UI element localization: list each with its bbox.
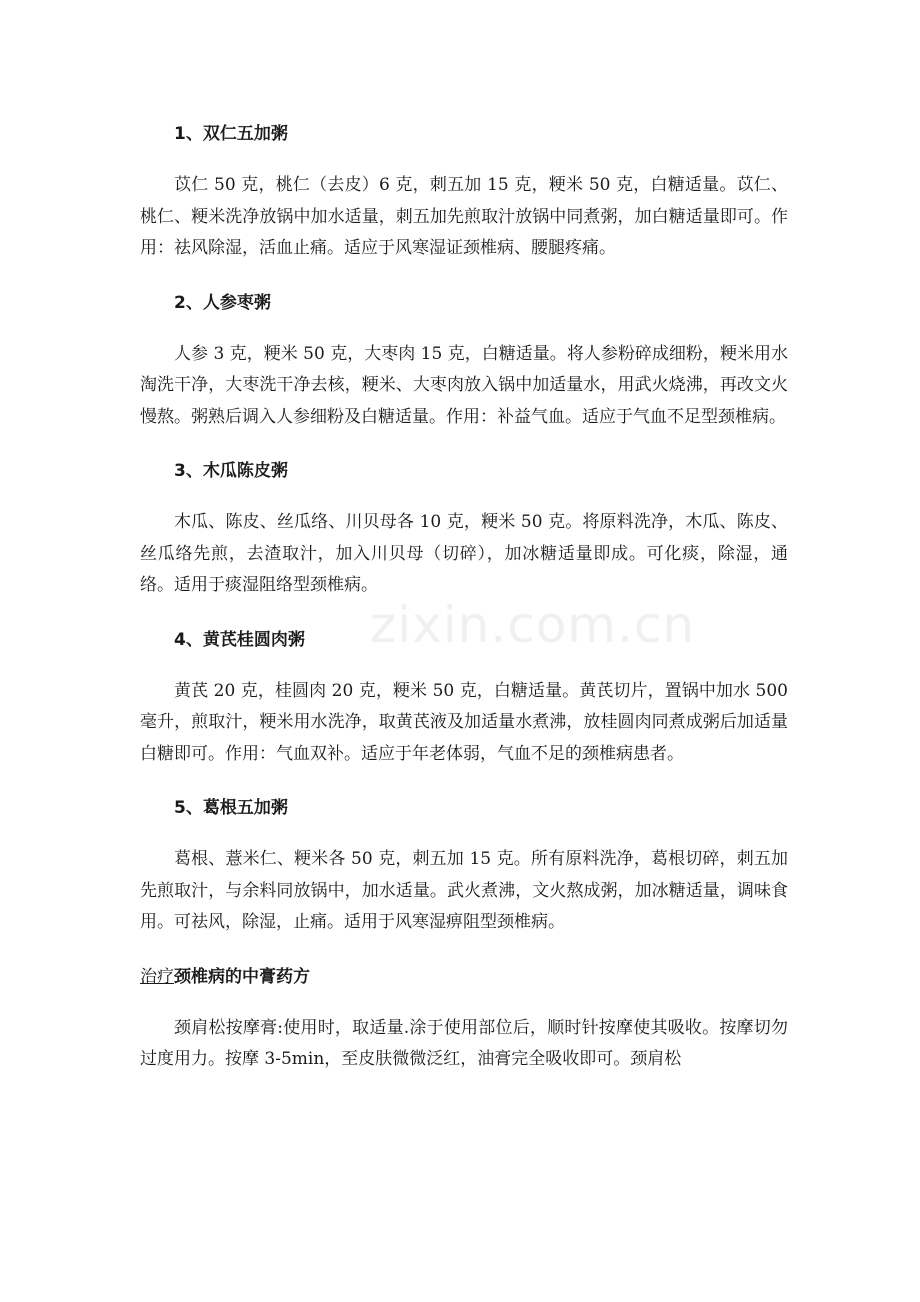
recipe-body-5: 葛根、薏米仁、粳米各 50 克，刺五加 15 克。所有原料洗净，葛根切碎，刺五加先煎取汁，与余料同放锅中，加水适量。武火煮沸，文火熬成粥，加冰糖适量，调味食用。可祛风，除湿，止痛。适用于风寒湿痹阻型颈椎病。 bbox=[140, 849, 788, 932]
treatment-link[interactable]: 治疗 bbox=[140, 966, 174, 987]
recipe-heading-3: 3、木瓜陈皮粥 bbox=[174, 461, 288, 481]
document-content bbox=[140, 118, 788, 1076]
ointment-body: 颈肩松按摩膏:使用时，取适量.涂于使用部位后，顺时针按摩使其吸收。按摩切勿过度用力。按摩 3-5min，至皮肤微微泛红，油膏完全吸收即可。颈肩松 bbox=[140, 1017, 788, 1069]
watermark: zixin.com.cn bbox=[370, 596, 696, 654]
ointment-section-heading bbox=[140, 961, 788, 993]
recipe-body-1: 苡仁 50 克，桃仁（去皮）6 克，刺五加 15 克，粳米 50 克，白糖适量。苡仁、桃仁、粳米洗净放锅中加水适量，刺五加先煎取汁放锅中同煮粥，加白糖适量即可。作用：祛风除湿，活血止痛。适应于风寒湿证颈椎病、腰腿疼痛。 bbox=[140, 175, 788, 258]
recipe-body-4: 黄芪 20 克，桂圆肉 20 克，粳米 50 克，白糖适量。黄芪切片，置锅中加水 500毫升，煎取汁，粳米用水洗净，取黄芪液及加适量水煮沸，放桂圆肉同煮成粥后加适量白糖即可。作用：气血双补。适应于年老体弱，气血不足的颈椎病患者。 bbox=[140, 680, 788, 764]
recipe-body-2: 人参 3 克，粳米 50 克，大枣肉 15 克，白糖适量。将人参粉碎成细粉，粳米用水淘洗干净，大枣洗干净去核，粳米、大枣肉放入锅中加适量水，用武火烧沸，再改文火慢熬。粥熟后调入人参细粉及白糖适量。作用：补益气血。适应于气血不足型颈椎病。 bbox=[140, 343, 788, 427]
recipe-heading-2: 2、人参枣粥 bbox=[174, 292, 271, 313]
recipe-heading-5: 5、葛根五加粥 bbox=[174, 798, 288, 818]
recipe-body-3: 木瓜、陈皮、丝瓜络、川贝母各 10 克，粳米 50 克。将原料洗净，木瓜、陈皮、丝瓜络先煎，去渣取汁，加入川贝母（切碎），加冰糖适量即成。可化痰，除湿，通络。适用于痰湿阻络型颈椎病。 bbox=[140, 512, 788, 595]
recipe-heading-4: 4、黄芪桂圆肉粥 bbox=[174, 629, 305, 650]
ointment-heading-text: 颈椎病的中膏药方 bbox=[174, 966, 310, 987]
recipe-heading-1: 1、双仁五加粥 bbox=[174, 124, 288, 144]
